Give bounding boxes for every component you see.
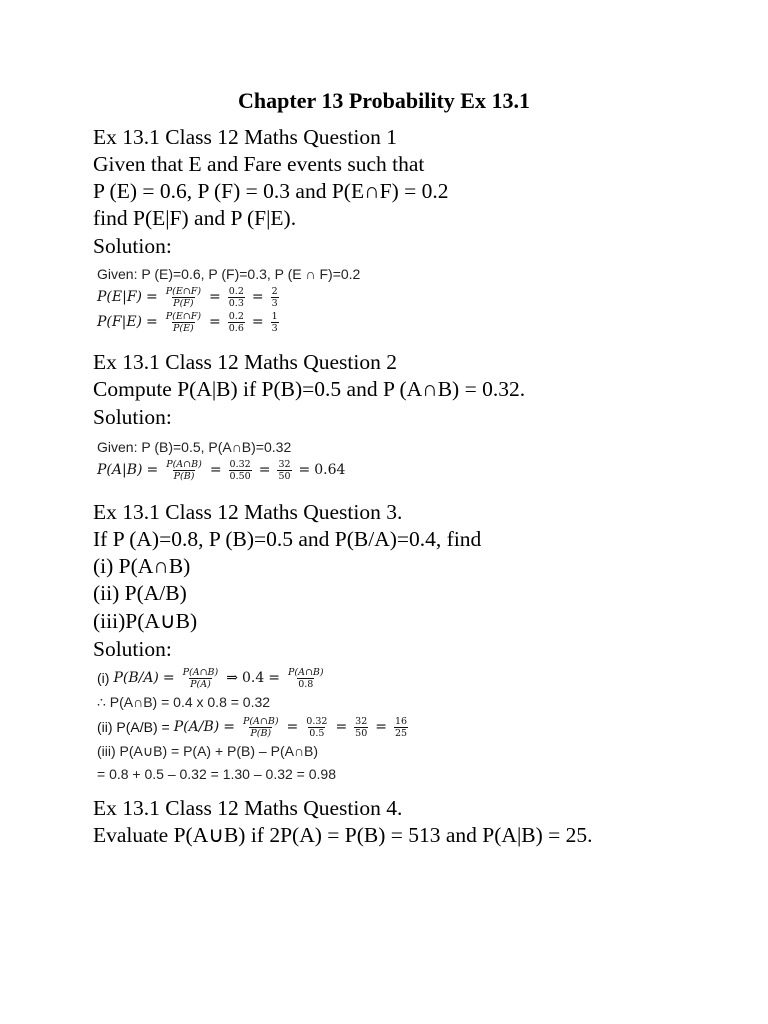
formula-lhs: P(A|B) <box>97 462 143 478</box>
fraction: $\frac{0.32}{0.5}$ <box>306 715 328 739</box>
formula-lhs: P(F|E) <box>97 314 142 330</box>
fraction: $\frac{P(A\cap B)}{0.8}$ <box>287 666 324 690</box>
q2-heading: Ex 13.1 Class 12 Maths Question 2 <box>93 350 397 374</box>
fraction: $\frac{P(A\cap B)}{P(A)}$ <box>182 666 219 690</box>
fraction: $\frac{0.2}{0.6}$ <box>228 310 244 334</box>
fraction: $\frac{2}{3}$ <box>271 285 278 309</box>
q1-formula-2: P(F|E) = $\frac{P(E\cap F)}{P(E)}$ = $\frac{0.2}{0.6}$ = $\frac{1}{3}$ <box>97 310 278 334</box>
page-title: Chapter 13 Probability Ex 13.1 <box>238 88 530 113</box>
q3-solution-label: Solution: <box>93 637 172 661</box>
formula-value: 0.4 <box>241 670 265 686</box>
q3-item-1: (i) P(A∩B) <box>93 554 191 578</box>
fraction: $\frac{0.32}{0.50}$ <box>229 458 251 482</box>
q4-heading: Ex 13.1 Class 12 Maths Question 4. <box>93 796 403 820</box>
formula-lhs: P(A/B) <box>173 719 220 735</box>
q3-formula-3: (ii) P(A/B) = P(A/B) = $\frac{P(A\cap B)}{P(B)}$ = $\frac{0.32}{0.5}$ = $\frac{32}{50}$ = $\frac{16}{25}$ <box>97 715 408 739</box>
q3-item-2: (ii) P(A/B) <box>93 581 187 605</box>
formula-prefix: (ii) P(A/B) = <box>97 719 170 735</box>
fraction: $\frac{P(A\cap B)}{P(B)}$ <box>242 715 279 739</box>
q3-step-4: (iii) P(A∪B) = P(A) + P(B) – P(A∩B) <box>97 743 319 759</box>
fraction: $\frac{32}{50}$ <box>355 715 368 739</box>
fraction: $\frac{P(A\cap B)}{P(B)}$ <box>166 458 202 482</box>
formula-lhs: P(E|F) <box>97 289 142 305</box>
q3-heading: Ex 13.1 Class 12 Maths Question 3. <box>93 500 403 524</box>
q4-text-line-1: Evaluate P(A∪B) if 2P(A) = P(B) = 513 and P(A|B) = 25. <box>93 823 593 847</box>
q1-text-line-3: find P(E|F) and P (F|E). <box>93 206 297 230</box>
fraction: $\frac{16}{25}$ <box>395 715 408 739</box>
q2-text-line-1: Compute P(A|B) if P(B)=0.5 and P (A∩B) = 0.32. <box>93 377 526 401</box>
q1-formula-1: P(E|F) = $\frac{P(E\cap F)}{P(F)}$ = $\frac{0.2}{0.3}$ = $\frac{2}{3}$ <box>97 285 278 309</box>
q2-given: Given: P (B)=0.5, P(A∩B)=0.32 <box>97 439 292 455</box>
q2-formula-1: P(A|B) = $\frac{P(A\cap B)}{P(B)}$ = $\frac{0.32}{0.50}$ = $\frac{32}{50}$ = 0.64 <box>97 458 346 482</box>
fraction: $\frac{32}{50}$ <box>278 458 291 482</box>
q3-text-line-1: If P (A)=0.8, P (B)=0.5 and P(B/A)=0.4, find <box>93 527 482 551</box>
formula-prefix: (i) <box>97 670 110 686</box>
q3-formula-1: (i) P(B/A) = $\frac{P(A\cap B)}{P(A)}$ ⇒ 0.4 = $\frac{P(A\cap B)}{0.8}$ <box>97 666 324 690</box>
q1-text-line-2: P (E) = 0.6, P (F) = 0.3 and P(E∩F) = 0.2 <box>93 179 449 203</box>
q3-step-5: = 0.8 + 0.5 – 0.32 = 1.30 – 0.32 = 0.98 <box>97 766 336 782</box>
fraction: $\frac{1}{3}$ <box>271 310 278 334</box>
q2-solution-label: Solution: <box>93 405 172 429</box>
formula-lhs: P(B/A) <box>113 670 159 686</box>
q1-heading: Ex 13.1 Class 12 Maths Question 1 <box>93 125 397 149</box>
fraction: $\frac{0.2}{0.3}$ <box>228 285 244 309</box>
q3-step-2: ∴ P(A∩B) = 0.4 x 0.8 = 0.32 <box>97 694 271 710</box>
fraction: $\frac{P(E\cap F)}{P(E)}$ <box>165 310 202 334</box>
formula-result: 0.64 <box>314 462 346 478</box>
q1-text-line-1: Given that E and Fare events such that <box>93 152 425 176</box>
q1-given: Given: P (E)=0.6, P (F)=0.3, P (E ∩ F)=0.2 <box>97 266 361 282</box>
q1-solution-label: Solution: <box>93 234 172 258</box>
q3-item-3: (iii)P(A∪B) <box>93 609 198 633</box>
fraction: $\frac{P(E\cap F)}{P(F)}$ <box>165 285 202 309</box>
